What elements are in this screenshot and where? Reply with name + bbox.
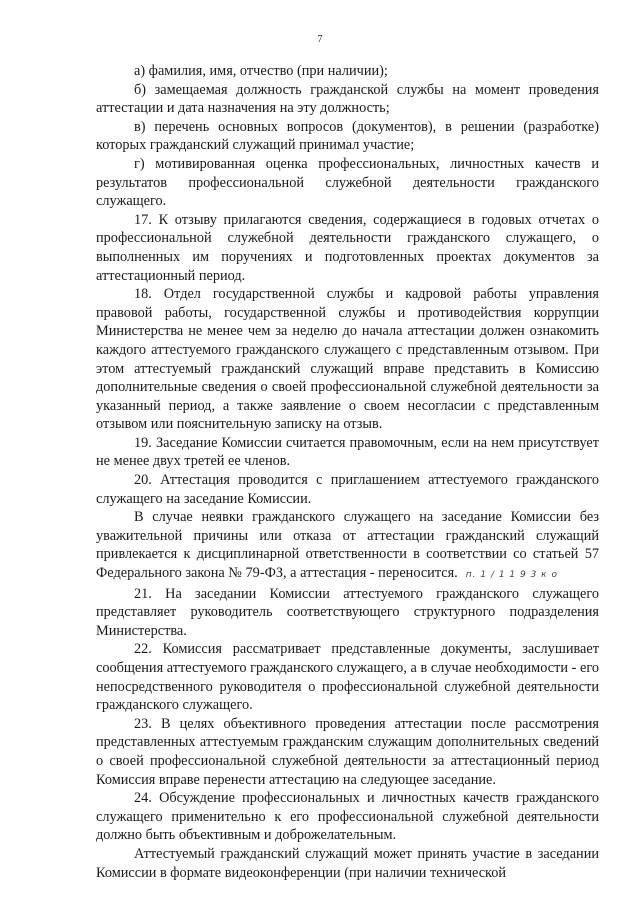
paragraph-24: 24. Обсуждение профессиональных и личностных качеств гражданского служащего применительно к его профессиональной служебной деятельности должно быть объективным и доброжелательным. bbox=[96, 790, 599, 844]
paragraph-22: 22. Комиссия рассматривает представленные документы, заслушивает сообщения аттестуемого гражданского служащего, а в случае необходимости - его непосредственного руководителя о профессиональной служебной деятельности гражданского служащего. bbox=[96, 641, 599, 714]
paragraph-18: 18. Отдел государственной службы и кадровой работы управления правовой работы, государственной службы и противодействия коррупции Министерства не менее чем за неделю до начала аттестации должен ознакомить каждого аттестуемого гражданского служащего с представленным отзывом. При этом аттестуемый гражданский служащий вправе представить в Комиссию дополнительные сведения о своей профессиональной служебной деятельности за указанный период, а также заявление о своем несогласии с представленным отзывом или пояснительную записку на отзыв. bbox=[96, 286, 599, 433]
paragraph-v: в) перечень основных вопросов (документов), в решении (разработке) которых гражданский служащий принимал участие; bbox=[96, 118, 599, 154]
paragraph-20-absence-text: В случае неявки гражданского служащего на заседание Комиссии без уважительной причины или отказа от аттестации гражданский служащий привлекается к дисциплинарной ответственности в соответствии со статьей 57 Федерального закона № 79-ФЗ, а аттестация - переносится. bbox=[96, 509, 599, 582]
paragraph-20: 20. Аттестация проводится с приглашением аттестуемого гражданского служащего на заседание Комиссии. bbox=[96, 472, 599, 507]
paragraph-20-absence bbox=[96, 508, 599, 584]
paragraph-g: г) мотивированная оценка профессиональных, личностных качеств и результатов профессиональной служебной деятельности гражданского служащего. bbox=[96, 155, 599, 210]
paragraph-a: а) фамилия, имя, отчество (при наличии); bbox=[134, 63, 388, 79]
paragraph-b: б) замещаемая должность гражданской службы на момент проведения аттестации и дата назначения на эту должность; bbox=[96, 81, 599, 117]
page-number: 7 bbox=[317, 34, 323, 45]
paragraph-videoconference: Аттестуемый гражданский служащий может принять участие в заседании Комиссии в формате видеоконференции (при наличии технической bbox=[96, 845, 599, 881]
paragraph-19: 19. Заседание Комиссии считается правомочным, если на нем присутствует не менее двух третей ее членов. bbox=[96, 434, 599, 470]
paragraph-21: 21. На заседании Комиссии аттестуемого гражданского служащего представляет руководитель соответствующего структурного подразделения Министерства. bbox=[96, 585, 599, 639]
handwritten-note: п. 1 / 1 1 9 3 к о bbox=[465, 570, 558, 581]
document-body bbox=[96, 62, 599, 882]
paragraph-17: 17. К отзыву прилагаются сведения, содержащиеся в годовых отчетах о профессиональной служебной деятельности гражданского служащего, о выполненных им поручениях и подготовленных проектах документов за аттестационный период. bbox=[96, 211, 599, 284]
paragraph-23: 23. В целях объективного проведения аттестации после рассмотрения представленных аттестуемым гражданским служащим дополнительных сведений о своей профессиональной служебной деятельности за аттестационный период Комиссия вправе перенести аттестацию на следующее заседание. bbox=[96, 715, 599, 788]
